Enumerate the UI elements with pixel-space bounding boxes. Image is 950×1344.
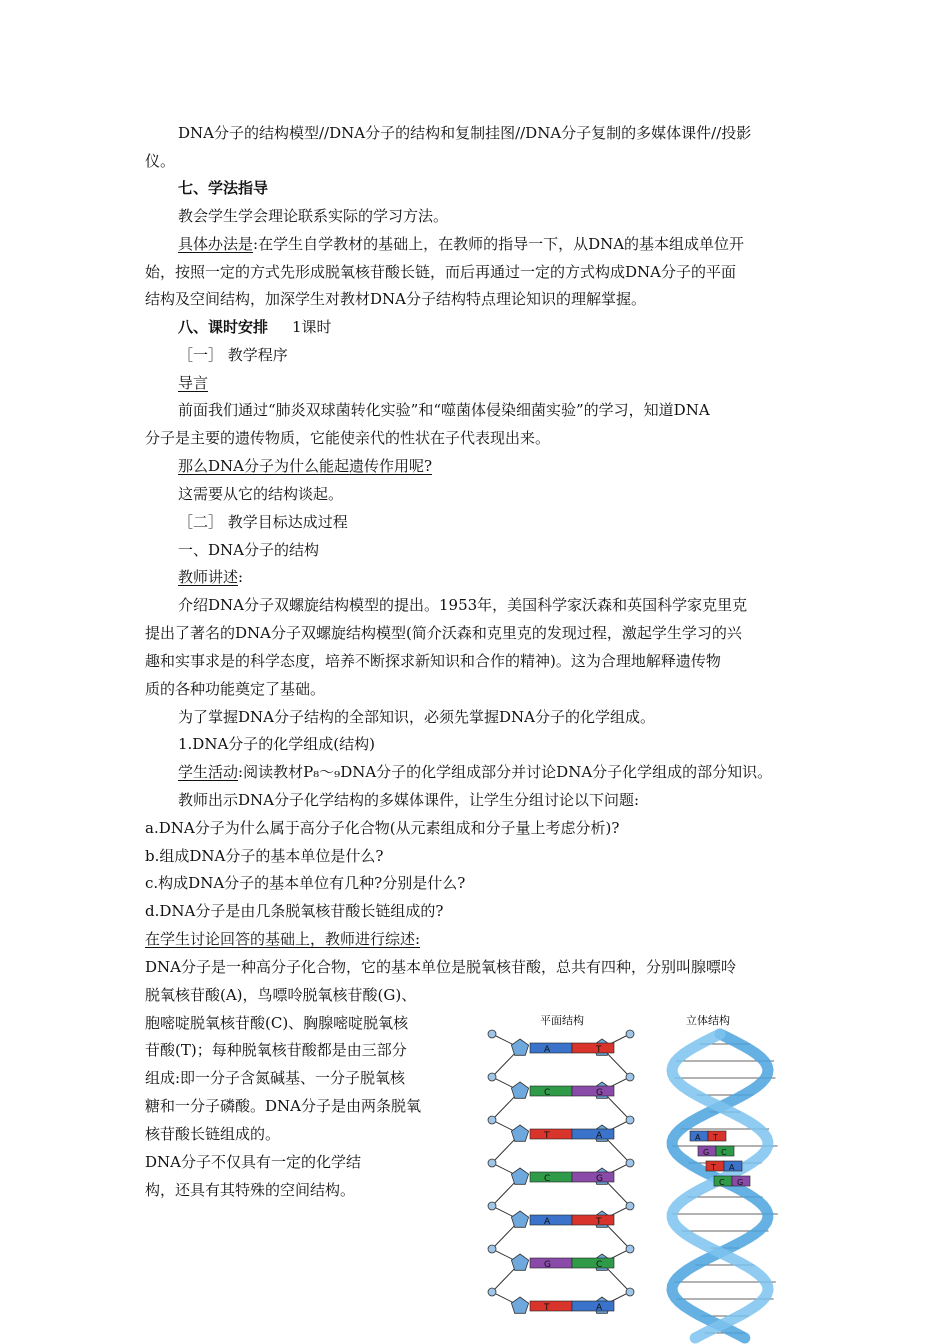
phosphate-right	[626, 1159, 634, 1167]
phosphate-left	[488, 1159, 496, 1167]
paragraph-line: DNA分子是一种高分子化合物，它的基本单位是脱氧核苷酸，总共有四种，分别叫腺嘌呤	[145, 958, 736, 976]
sugar-left	[511, 1039, 528, 1055]
underlined-term: 具体办法是	[178, 235, 254, 253]
phosphate-left	[488, 1073, 496, 1081]
base-right	[572, 1215, 614, 1225]
base-left	[530, 1258, 572, 1268]
underlined-term: 学生活动	[178, 763, 239, 781]
numbered-heading: 1.DNA分子的化学组成(结构)	[178, 735, 376, 753]
planar-structure-diagram	[488, 1030, 634, 1313]
paragraph-line: 始，按照一定的方式先形成脱氧核苷酸长链，而后再通过一定的方式构成DNA分子的平面	[145, 263, 736, 281]
paragraph-text: :阅读教材P₈～₉DNA分子的化学组成部分并讨论DNA分子化学组成的部分知识。	[238, 763, 773, 781]
paragraph-line: DNA分子不仅具有一定的化学结	[145, 1153, 361, 1171]
base-label: C	[544, 1088, 551, 1098]
underlined-term: 教师讲述	[178, 568, 239, 586]
paragraph-line	[178, 567, 243, 587]
phosphate-left	[488, 1202, 496, 1210]
base-label: T	[596, 1217, 602, 1227]
double-helix-diagram	[672, 1034, 778, 1338]
base-label: A	[596, 1303, 603, 1313]
phosphate-left	[488, 1288, 496, 1296]
paragraph-line: 前面我们通过“肺炎双球菌转化实验”和“噬菌体侵染细菌实验”的学习，知道DNA	[178, 401, 710, 419]
base-label: G	[544, 1260, 551, 1270]
section-heading-7: 七、学法指导	[178, 179, 269, 197]
base-label: T	[544, 1303, 550, 1313]
materials-line-1: DNA分子的结构模型//DNA分子的结构和复制挂图//DNA分子复制的多媒体课件//投影	[178, 124, 752, 142]
paragraph-line: 为了掌握DNA分子结构的全部知识，必须先掌握DNA分子的化学组成。	[178, 708, 655, 726]
section-heading-8	[178, 317, 332, 337]
sugar-left	[511, 1297, 528, 1313]
base-left	[530, 1086, 572, 1096]
helix-base-label: A	[729, 1163, 735, 1172]
paragraph-line: 这需要从它的结构谈起。	[178, 485, 344, 503]
class-hours: 1课时	[292, 318, 332, 336]
sugar-left	[511, 1168, 528, 1184]
heading-text: 八、课时安排	[178, 318, 269, 336]
base-left	[530, 1301, 572, 1311]
phosphate-right	[626, 1245, 634, 1253]
sugar-left	[511, 1254, 528, 1270]
base-left	[530, 1043, 572, 1053]
paragraph-line: 核苷酸长链组成的。	[145, 1125, 281, 1143]
paragraph-line: 质的各种功能奠定了基础。	[145, 680, 326, 698]
phosphate-right	[626, 1073, 634, 1081]
helix-base-label: T	[713, 1133, 718, 1142]
paragraph-line: 介绍DNA分子双螺旋结构模型的提出。1953年，美国科学家沃森和英国科学家克里克	[178, 596, 748, 614]
phosphate-left	[488, 1245, 496, 1253]
phosphate-left	[488, 1116, 496, 1124]
phosphate-right	[626, 1202, 634, 1210]
base-label: T	[596, 1045, 602, 1055]
base-label: A	[544, 1217, 551, 1227]
question-item: d.DNA分子是由几条脱氧核苷酸长链组成的?	[145, 902, 444, 920]
base-left	[530, 1172, 572, 1182]
base-left	[530, 1215, 572, 1225]
paragraph-line	[178, 762, 772, 782]
figure-title-3d: 立体结构	[686, 1014, 730, 1027]
question-item: a.DNA分子为什么属于高分子化合物(从元素组成和分子量上考虑分析)?	[145, 819, 620, 837]
figure-title-planar: 平面结构	[540, 1014, 584, 1027]
phosphate-left	[488, 1030, 496, 1038]
base-label: A	[596, 1131, 603, 1141]
paragraph-line: 组成:即一分子含氮碱基、一分子脱氧核	[145, 1069, 406, 1087]
question-item: b.组成DNA分子的基本单位是什么?	[145, 847, 384, 865]
base-label: A	[544, 1045, 551, 1055]
intro-heading: 导言	[178, 374, 209, 392]
paragraph-text: :在学生自学教材的基础上，在教师的指导一下，从DNA的基本组成单位开	[253, 235, 745, 253]
helix-base-label: G	[703, 1148, 710, 1157]
question-line: 那么DNA分子为什么能起遗传作用呢?	[178, 457, 433, 475]
paragraph-line: 分子是主要的遗传物质，它能使亲代的性状在子代表现出来。	[145, 429, 551, 447]
sugar-left	[511, 1082, 528, 1098]
paragraph-line: 胞嘧啶脱氧核苷酸(C)、胸腺嘧啶脱氧核	[145, 1014, 409, 1032]
base-label: C	[596, 1260, 603, 1270]
base-right	[572, 1301, 614, 1311]
materials-line-2: 仪。	[145, 152, 176, 170]
base-right	[572, 1043, 614, 1053]
topic-heading: 一、DNA分子的结构	[178, 541, 319, 559]
base-left	[530, 1129, 572, 1139]
paragraph-text: :	[238, 568, 244, 586]
helix-base-label: T	[711, 1163, 716, 1172]
base-right	[572, 1172, 614, 1182]
base-right	[572, 1086, 614, 1096]
sugar-left	[511, 1125, 528, 1141]
question-item: c.构成DNA分子的基本单位有几种?分别是什么?	[145, 874, 466, 892]
helix-base-label: G	[737, 1178, 744, 1187]
base-label: G	[596, 1174, 603, 1184]
paragraph-line: 脱氧核苷酸(A)，鸟嘌呤脱氧核苷酸(G)、	[145, 986, 417, 1004]
subsection-heading: ［一］ 教学程序	[178, 346, 288, 364]
helix-base-label: C	[719, 1178, 725, 1187]
paragraph-line: 构，还具有其特殊的空间结构。	[145, 1181, 356, 1199]
paragraph-line: 结构及空间结构，加深学生对教材DNA分子结构特点理论知识的理解掌握。	[145, 290, 646, 308]
phosphate-right	[626, 1116, 634, 1124]
subsection-heading: ［二］ 教学目标达成过程	[178, 513, 348, 531]
base-right	[572, 1129, 614, 1139]
helix-base-label: C	[721, 1148, 727, 1157]
base-label: C	[544, 1174, 551, 1184]
paragraph-line: 教会学生学会理论联系实际的学习方法。	[178, 207, 449, 225]
paragraph-line: 提出了著名的DNA分子双螺旋结构模型(简介沃森和克里克的发现过程，激起学生学习的兴	[145, 624, 742, 642]
paragraph-line: 教师出示DNA分子化学结构的多媒体课件，让学生分组讨论以下问题:	[178, 791, 640, 809]
base-right	[572, 1258, 614, 1268]
base-label: G	[596, 1088, 603, 1098]
summary-intro: 在学生讨论回答的基础上，教师进行综述:	[145, 930, 421, 948]
paragraph-line	[178, 234, 744, 254]
helix-base-label: A	[695, 1133, 701, 1142]
sugar-left	[511, 1211, 528, 1227]
phosphate-right	[626, 1288, 634, 1296]
paragraph-line: 苷酸(T)；每种脱氧核苷酸都是由三部分	[145, 1041, 407, 1059]
phosphate-right	[626, 1030, 634, 1038]
paragraph-line: 趣和实事求是的科学态度，培养不断探求新知识和合作的精神)。这为合理地解释遗传物	[145, 652, 721, 670]
base-label: T	[544, 1131, 550, 1141]
paragraph-line: 糖和一分子磷酸。DNA分子是由两条脱氧	[145, 1097, 421, 1115]
dna-structure-figure	[470, 1000, 800, 1344]
